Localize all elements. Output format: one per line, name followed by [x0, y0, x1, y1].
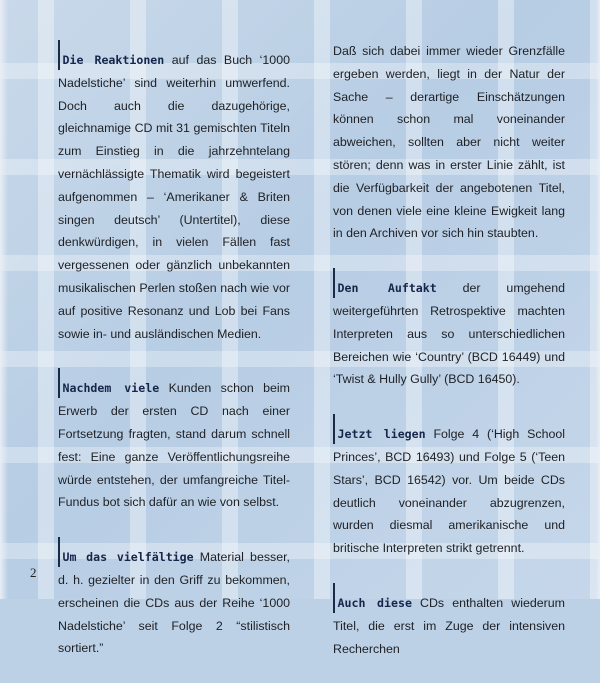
- paragraph-marker: [333, 414, 335, 444]
- paragraph-lead: Auch diese: [337, 595, 412, 610]
- paragraph-marker: [58, 368, 60, 398]
- right-page-edge: [596, 0, 600, 599]
- paragraph-text: auf das Buch ‘1000 Nadelstiche’ sind weiterhin umwerfend. Doch auch die dazugehörige, gleichnamige CD mit 31 gemischten Titeln zum Einstieg in die jahrzehntelang vernächlässigte Thematik wird begeistert aufgenommen – ‘Amerikaner & Briten singen deutsch’ (Untertitel), diese denkwürdigen, in vielen Fällen fast vergessenen oder gänzlich unbekannten musikalischen Perlen stoßen nach wie vor auf positive Resonanz und Lob bei Fans sowie in- und ausländischen Medien.: [58, 53, 290, 341]
- page-number: 2: [30, 565, 37, 580]
- paragraph-text: Kunden schon beim Erwerb der ersten CD nach einer Fortsetzung fragten, stand darum schnell fest: Eine ganze Veröffentlichungsreihe würde entstehen, der umfangreiche Titel-Fundus bot sich dafür an wie von selbst.: [58, 381, 290, 510]
- paragraph-marker: [333, 268, 335, 298]
- paragraph-nachdem-viele: [58, 368, 290, 514]
- paragraph-text: Daß sich dabei immer wieder Grenzfälle ergeben werden, liegt in der Natur der Sache – derartige Einschätzungen können schon mal voneinander abweichen, sollten aber nicht weiter stören; denn was in erster Linie zählt, ist die Verfügbarkeit der angebotenen Titel, von denen viele eine kleine Ewigkeit lang in den Archiven vor sich hin staubten.: [333, 44, 565, 241]
- paragraph-text: Folge 4 (‘High School Princes’, BCD 16493) und Folge 5 (‘Teen Stars’, BCD 16542) vor. Um beide CDs deutlich voneinander abzugrenzen, wurden diesmal amerikanische und britische Interpreten strikt getrennt.: [333, 427, 566, 556]
- paragraph-grenzfaelle: [333, 40, 565, 245]
- paragraph-vielfaeltige: [58, 537, 290, 660]
- paragraph-lead: Jetzt liegen: [337, 427, 426, 442]
- left-text-column: [58, 40, 290, 683]
- paragraph-reaktionen: [58, 40, 290, 345]
- paragraph-text: Material besser, d. h. gezielter in den Griff zu bekommen, erscheinen die CDs aus der Reihe ‘1000 Nadelstiche’ seit Folge 2 “stilistisch sortiert.”: [58, 550, 291, 656]
- right-text-column: [333, 40, 565, 683]
- paragraph-text: CDs enthalten wiederum Titel, die erst im Zuge der intensiven Recherchen: [333, 595, 565, 656]
- paragraph-jetzt-liegen: [333, 414, 565, 560]
- paragraph-marker: [333, 583, 335, 613]
- paragraph-lead: Nachdem viele: [62, 381, 160, 396]
- paragraph-lead: Die Reaktionen: [62, 53, 165, 67]
- paragraph-marker: [58, 40, 60, 70]
- paragraph-marker: [58, 537, 60, 567]
- paragraph-lead: Um das vielfältige: [62, 550, 194, 565]
- paragraph-auch-diese: [333, 583, 565, 660]
- paragraph-text: der umgehend weitergeführten Retrospektive machten Interpreten aus so unterschiedlichen Bereichen wie ‘Country’ (BCD 16449) und ‘Twist & Hully Gully’ (BCD 16450).: [333, 281, 565, 387]
- left-page-fold: [0, 0, 8, 599]
- paragraph-lead: Den Auftakt: [337, 281, 437, 296]
- paragraph-auftakt: [333, 268, 565, 391]
